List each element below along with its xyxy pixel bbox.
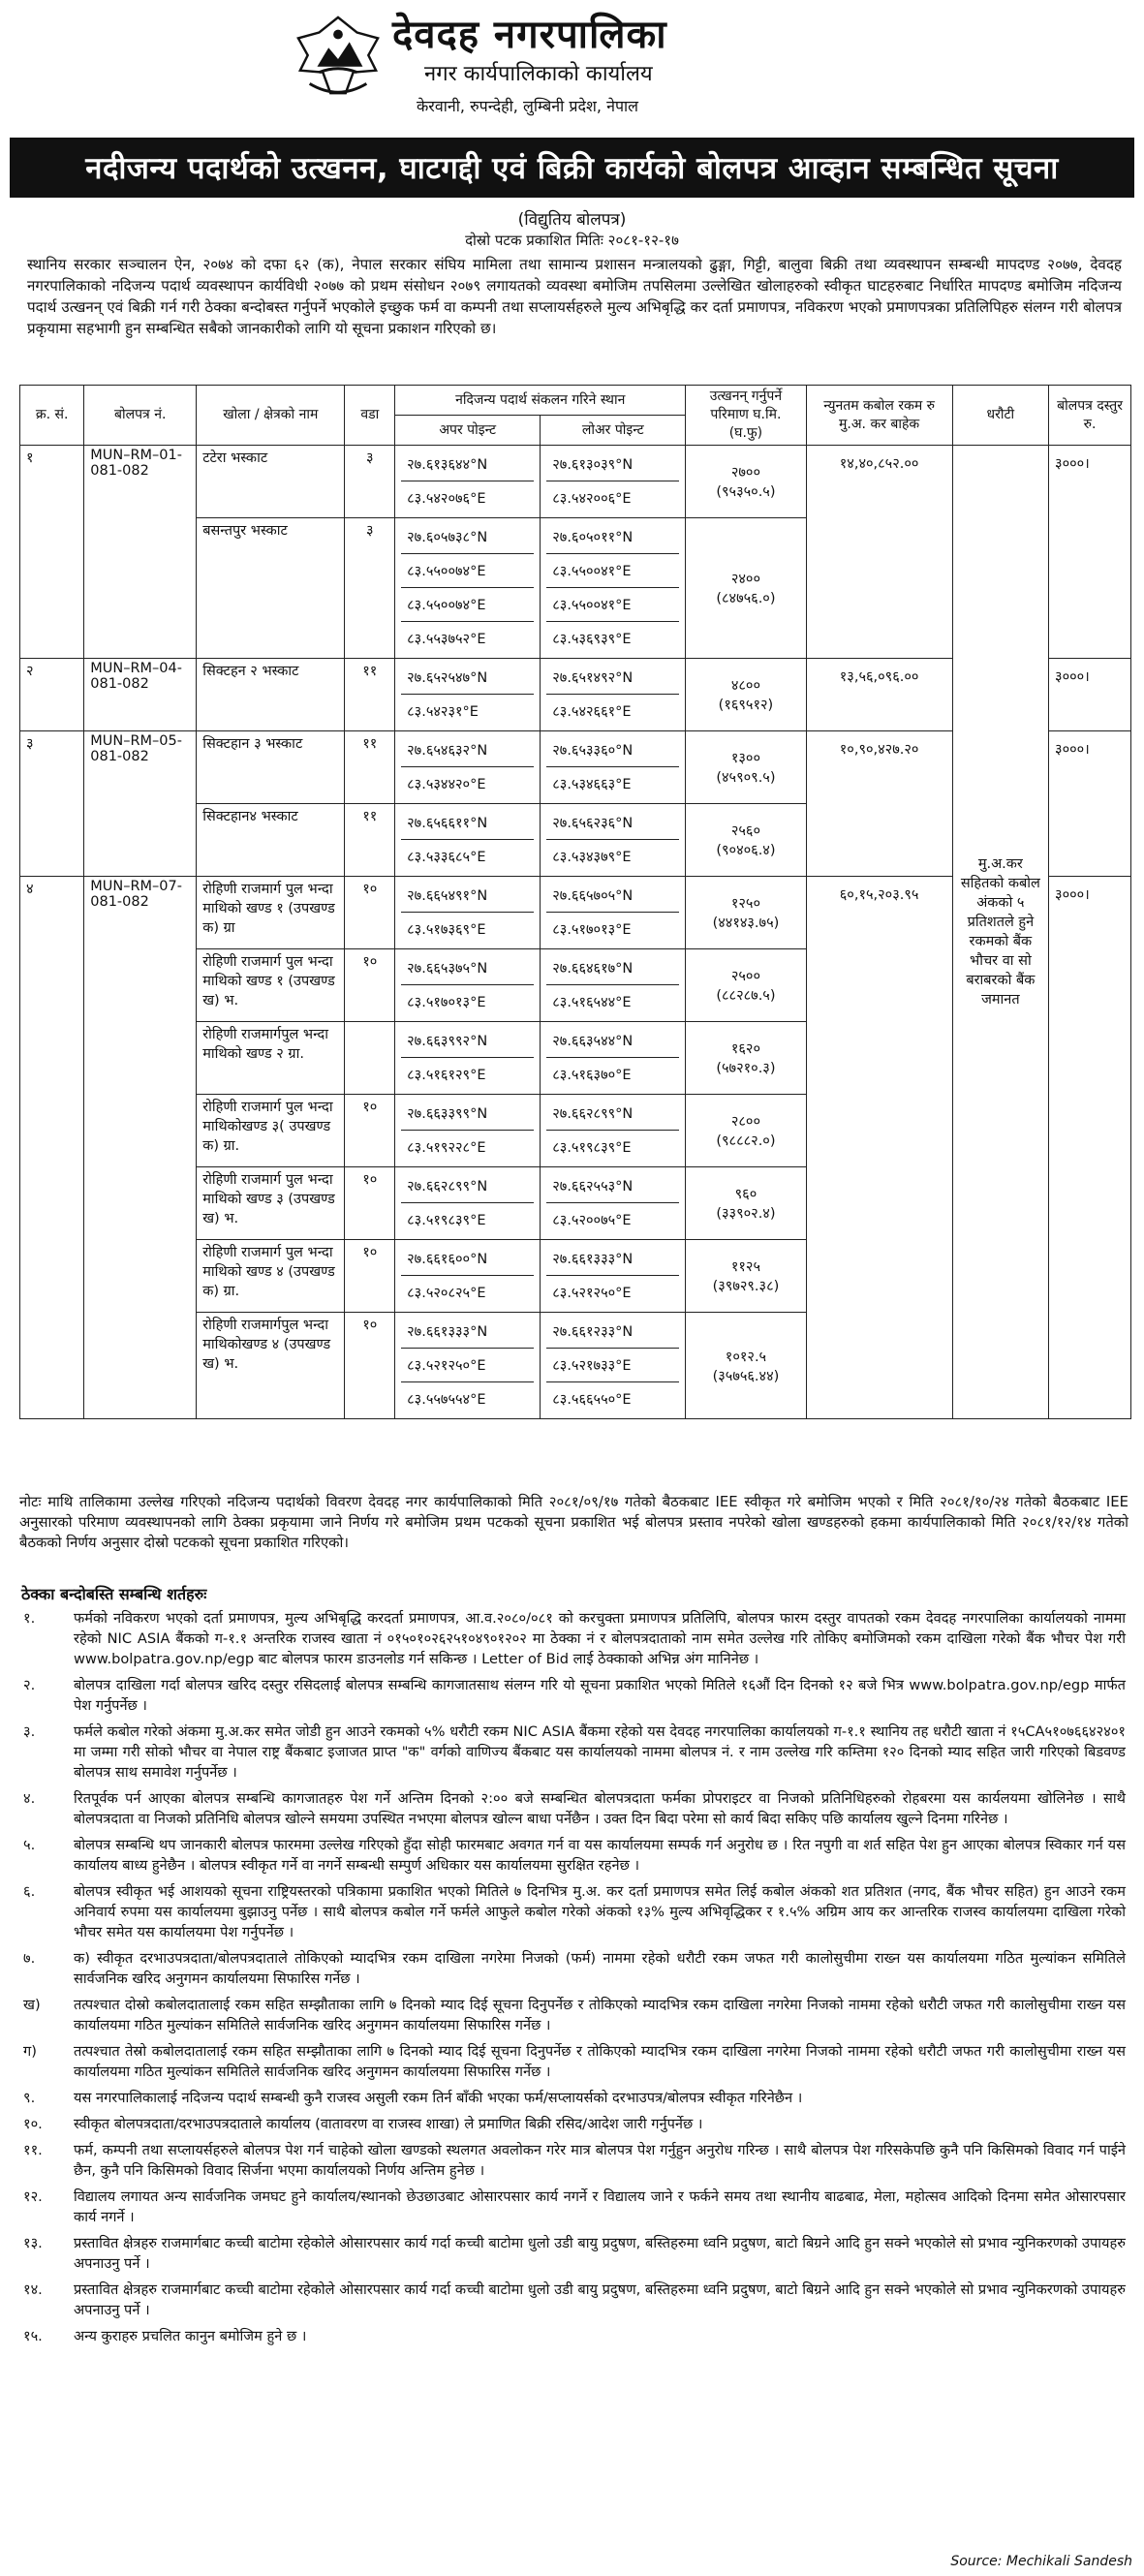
cell-ward: ११ [345, 804, 395, 877]
bid-table-body [20, 446, 1131, 1419]
term-text: रितपूर्वक पर्न आएका बोलपत्र सम्बन्धि कागजातहरु पेश गर्ने अन्तिम दिनको २:०० बजे सम्बन्धित बोलपत्रदाता फर्मका प्रोपराइटर वा निजको प्रतिनिधिहरुको रोहबरमा यस कार्यलयमा खोलिनेछ । साथै बोलपत्रदाता वा निजको प्रतिनिधि बोलपत्र खोल्ने समयमा उपस्थित नभएमा बोलपत्र खोल्न बाधा पर्नेछैन । उक्त दिन बिदा परेमा सो कार्य बिदा सकिए पछि कार्यालय खुल्ने दिनमा गरिनेछ । [74, 1790, 1126, 1827]
quantity-cft: (४५९०९.५) [716, 770, 776, 786]
cell-river: रोहिणी राजमार्ग पुल भन्दा माथिकोखण्ड ३( उपखण्ड क) ग्रा. [197, 1095, 345, 1167]
term-number: ७. [23, 1950, 36, 1967]
term-number: ३. [23, 1723, 36, 1740]
cell-upper-point [395, 518, 541, 659]
coordinate: ८३.५३३६८५°E [407, 850, 486, 865]
cell-fee: ३०००। [1049, 446, 1131, 659]
cell-upper-point [395, 731, 541, 804]
coordinate: ८३.५५७५५४°E [407, 1392, 486, 1408]
term-text: बोलपत्र सम्बन्धि थप जानकारी बोलपत्र फारममा उल्लेख गरिएको हुँदा सोही फारमबाट अवगत गर्न वा यस कार्यालयमा सम्पर्क गर्न अनुरोध छ । रित नपुगी वा शर्त सहित पेश हुन आएका बोलपत्र स्विकार गर्न यस कार्यालय बाध्य हुनेछैन । बोलपत्र स्वीकृत गर्ने वा नगर्ने सम्बन्धी सम्पुर्ण अधिकार यस कार्यालयमा सुरक्षित रहनेछ । [74, 1837, 1126, 1874]
term-text: तत्पश्चात तेस्रो कबोलदातालाई रकम सहित सम्झौताका लागि ७ दिनको म्याद दिई सूचना दिनुपर्नेछ र तोकिएको म्यादभित्र रकम दाखिला नगरेमा निजको नाममा रहेको धरौटी जफत गरी कालोसुचीमा राख्न यस कार्यालयमा गठित मुल्यांकन समितिले सार्वजनिक खरिद अनुगमन कार्यालयमा सिफारिस गर्नेछ । [74, 2043, 1126, 2080]
term-number: १०. [23, 2116, 43, 2132]
cell-ward: ३ [345, 446, 395, 518]
quantity-cft: (१६९५१२) [718, 698, 774, 713]
source-credit: Source: Mechikali Sandesh [950, 2554, 1132, 2569]
bid-table [19, 385, 1131, 1419]
term-number: ६. [23, 1883, 36, 1900]
cell-quantity [686, 518, 806, 659]
cell-ward [345, 1022, 395, 1095]
terms-heading: ठेक्का बन्दोबस्ति सम्बन्धि शर्तहरुः [21, 1585, 207, 1603]
bid-type: (विद्युतिय बोलपत्र) [517, 210, 627, 230]
coordinate: २७.६६१२३३°N [546, 1315, 679, 1349]
cell-sn: ३ [20, 731, 84, 877]
term-item [21, 2041, 1126, 2082]
second-publication-date: दोस्रो पटक प्रकाशित मितिः २०८१-१२-१७ [465, 232, 679, 249]
coordinate: ८३.५१९८३९°E [407, 1213, 486, 1228]
term-item [21, 1948, 1126, 1989]
coordinate: २७.६०५७३८°N [401, 520, 534, 554]
cell-quantity [686, 1313, 806, 1419]
cell-river: रोहिणी राजमार्ग पुल भन्दा माथिको खण्ड १ (उपखण्ड क) ग्रा [197, 877, 345, 949]
quantity-cft: (८८२८७.५) [716, 988, 776, 1004]
org-name: देवदह नगरपालिका [392, 13, 667, 57]
coordinate: २७.६६१३३३°N [546, 1242, 679, 1276]
coordinate: ८३.५१७३६९°E [407, 922, 486, 938]
coordinate: ८३.५१६३७०°E [552, 1068, 632, 1083]
cell-ward: १० [345, 1167, 395, 1240]
term-item [21, 1835, 1126, 1876]
coordinate: ८३.५५००४१°E [546, 588, 679, 622]
quantity-cum: १३०० [730, 751, 761, 766]
cell-quantity [686, 1240, 806, 1313]
coordinate: ८३.५१६५४४°E [552, 995, 632, 1010]
term-number: ११. [23, 2142, 43, 2158]
term-number: १२. [23, 2188, 43, 2205]
term-text: बोलपत्र स्वीकृत भई आशयको सूचना राष्ट्रियस्तरको पत्रिकामा प्रकाशित भएको मितिले ७ दिनभित्र मु.अ. कर दर्ता प्रमाणपत्र समेत लिई कबोल अंकको शत प्रतिशत (नगद, बैंक भौचर सहित) हुन आउने रकम अनिवार्य रुपमा यस कार्यालयमा बुझाउनु पर्नेछ । साथै बोलपत्र कबोल गर्ने फर्मले आफुले कबोल गरेको अंकको १३% मुल्य अभिवृद्धिकर र १.५% अग्रिम आय कर आन्तरिक राजस्व कार्यालयमा दाखिला गरेको भौचर समेत यस कार्यालयमा पेश गर्नुपर्नेछ । [74, 1883, 1126, 1940]
coordinate: ८३.५३४६६३°E [552, 777, 632, 792]
quantity-cft: (४४१४३.७५) [712, 916, 780, 931]
coordinate: ८३.५१७०१३°E [407, 995, 486, 1010]
cell-bid-no: MUN–RM–05-081-082 [84, 731, 197, 877]
header-lower-point: लोअर पोइन्ट [541, 416, 686, 446]
term-item [21, 2088, 1126, 2108]
term-number: ख) [23, 1997, 41, 2013]
term-item [21, 1608, 1126, 1669]
quantity-cft: (३५७५६.४४) [712, 1368, 780, 1384]
cell-fee: ३०००। [1049, 659, 1131, 731]
quantity-cft: (३३९०२.४) [716, 1206, 776, 1222]
header-deposit: धरौटी [952, 386, 1048, 446]
cell-ward: १० [345, 1313, 395, 1419]
cell-river: रोहिणी राजमार्गपुल भन्दा माथिकोखण्ड ४ (उपखण्ड ख) भ. [197, 1313, 345, 1419]
cell-min-bid: १४,४०,८५२.०० [806, 446, 952, 659]
coordinate: ८३.५१६१२९°E [407, 1068, 486, 1083]
cell-quantity [686, 877, 806, 949]
cell-upper-point [395, 877, 541, 949]
quantity-cum: २७०० [730, 465, 761, 481]
coordinate: २७.६५२५४७°N [401, 661, 534, 695]
term-number: १. [23, 1610, 36, 1627]
coordinate: २७.६६३३९९°N [401, 1097, 534, 1131]
cell-sn: १ [20, 446, 84, 659]
cell-sn: २ [20, 659, 84, 731]
coordinate: २७.६५६६११°N [401, 806, 534, 840]
term-text: फर्मको नविकरण भएको दर्ता प्रमाणपत्र, मुल्य अभिबृद्धि करदर्ता प्रमाणपत्र, आ.व.२०८०/०८१ को करचुक्ता प्रमाणपत्र प्रतिलिपि, बोलपत्र फारम दस्तुर वापतको रकम देवदह नगरपालिका कार्यालयको नाममा रहेको NIC ASIA बैंकको ग-१.१ अन्तरिक राजस्व खाता नं ०१५०१०२६२५१०४९०१२०२ मा ठेक्का नं र बोलपत्रदाताको नाम समेत उल्लेख गरि तोकिए बमोजिमको रकम दाखिला गरेको बैंक भौचर पेश गरी www.bolpatra.gov.np/egp बाट बोलपत्र फारम डाउनलोड गर्न सकिन्छ । Letter of Bid लाई ठेक्काको अभिन्न अंग मानिनेछ । [74, 1610, 1126, 1667]
term-text: फर्मले कबोल गरेको अंकमा मु.अ.कर समेत जोडी हुन आउने रकमको ५% धरौटी रकम NIC ASIA बैंकमा रहेको यस देवदह नगरपालिका कार्यालयको ग-१.१ स्थानिय तह धरौटी खाता नं १५CA५१०७६६४२४०१ मा जम्मा गरी सोको भौचर वा नेपाल राष्ट्र बैंकबाट इजाजत प्राप्त "क" वर्गको वाणिज्य बैंकबाट यस कार्यालयको नाममा बोलपत्र नं. र नाम उल्लेख गरि कम्तिमा १२० दिनको म्याद सहित जारी गरिएको बिडवण्ड बोलपत्र साथ समावेश गर्नुपर्नेछ । [74, 1723, 1126, 1781]
cell-upper-point [395, 804, 541, 877]
cell-ward: ११ [345, 659, 395, 731]
cell-river: रोहिणी राजमार्ग पुल भन्दा माथिको खण्ड ३ (उपखण्ड ख) भ. [197, 1167, 345, 1240]
cell-quantity [686, 804, 806, 877]
coordinate: २७.६५६२३६°N [546, 806, 679, 840]
cell-ward: ११ [345, 731, 395, 804]
cell-fee: ३०००। [1049, 731, 1131, 877]
cell-river: रोहिणी राजमार्ग पुल भन्दा माथिको खण्ड ४ (उपखण्ड क) ग्रा. [197, 1240, 345, 1313]
coordinate: ८३.५१९२२८°E [407, 1140, 486, 1156]
quantity-cft: (९०४०६.४) [716, 843, 776, 858]
cell-bid-no: MUN–RM–01-081-082 [84, 446, 197, 659]
term-text: अन्य कुराहरु प्रचलित कानुन बमोजिम हुने छ । [74, 2328, 307, 2344]
quantity-cum: २८०० [730, 1114, 761, 1130]
cell-ward: ३ [345, 518, 395, 659]
coordinate: ८३.५५३७५२°E [407, 632, 486, 647]
cell-river: सिक्टहान४ भस्काट [197, 804, 345, 877]
coordinate: ८३.५३४३७९°E [552, 850, 632, 865]
cell-ward: १० [345, 877, 395, 949]
coordinate: ८३.५२१२५०°E [401, 1349, 534, 1382]
cell-river: सिक्टहान ३ भस्काट [197, 731, 345, 804]
term-text: क) स्वीकृत दरभाउपत्रदाता/बोलपत्रदाताले तोकिएको म्यादभित्र रकम दाखिला नगरेमा निजको (फर्म) नाममा रहेको धरौटी रकम जफत गरी कालोसुचीमा राख्न यस कार्यालयमा गठित मुल्यांकन समितिले सार्वजनिक खरिद अनुगमन कार्यालयमा सिफारिस गर्नेछ । [74, 1950, 1126, 1987]
term-item [21, 2233, 1126, 2274]
cell-upper-point [395, 1095, 541, 1167]
term-number: ५. [23, 1837, 36, 1853]
cell-upper-point [395, 1240, 541, 1313]
coordinate: २७.६१३०३९°N [546, 448, 679, 481]
coordinate: ८३.५५००४१°E [546, 554, 679, 588]
coordinate: ८३.५६६५५०°E [552, 1392, 632, 1408]
term-item [21, 2326, 1126, 2346]
cell-lower-point [541, 949, 686, 1022]
term-number: ९. [23, 2090, 36, 2106]
quantity-cum: १६२० [730, 1041, 761, 1057]
coordinate: ८३.५३४४२०°E [407, 777, 486, 792]
quantity-cft: (८४७५६.०) [716, 591, 776, 606]
header-ward: वडा [345, 386, 395, 446]
coordinate: ८३.५२१७३३°E [546, 1349, 679, 1382]
coordinate: २७.६६१६००°N [401, 1242, 534, 1276]
cell-upper-point [395, 446, 541, 518]
coordinate: ८३.५४२६६१°E [552, 704, 632, 720]
cell-ward: १० [345, 1240, 395, 1313]
cell-river: रोहिणी राजमार्गपुल भन्दा माथिको खण्ड २ ग्रा. [197, 1022, 345, 1095]
quantity-cft: (९८८८२.०) [716, 1133, 776, 1149]
office-address: केरवानी, रुपन्देही, लुम्बिनी प्रदेश, नेपाल [417, 97, 639, 115]
coordinate: २७.६६५४९१°N [401, 879, 534, 913]
term-text: फर्म, कम्पनी तथा सप्लायर्सहरुले बोलपत्र पेश गर्न चाहेको खोला खण्डको स्थलगत अवलोकन गरेर मात्र बोलपत्र पेश गर्नुहुन अनुरोध गरिन्छ । साथै बोलपत्र पेश गरिसकेपछि कुनै पनि किसिमको विवाद गर्न पाईने छैन, कुनै पनि किसिमको विवाद सिर्जना भएमा कार्यालयको निर्णय अन्तिम हुनेछ । [74, 2142, 1126, 2179]
term-item [21, 1995, 1126, 2035]
cell-lower-point [541, 446, 686, 518]
cell-min-bid: १३,५६,०९६.०० [806, 659, 952, 731]
cell-deposit: मु.अ.कर सहितको कबोल अंकको ५ प्रतिशतले हुने रकमको बैंक भौचर वा सो बराबरको बैंक जमानत [952, 446, 1048, 1419]
cell-upper-point [395, 1167, 541, 1240]
header-min-bid: न्युनतम कबोल रकम रु मु.अ. कर बाहेक [806, 386, 952, 446]
coordinate: ८३.५४२३१°E [407, 704, 479, 720]
cell-sn: ४ [20, 877, 84, 1419]
coordinate: २७.६०५०११°N [546, 520, 679, 554]
coordinate: ८३.५४२०७६°E [407, 491, 486, 507]
coordinate: २७.६६१३३३°N [401, 1315, 534, 1349]
cell-river: रोहिणी राजमार्ग पुल भन्दा माथिको खण्ड १ (उपखण्ड ख) भ. [197, 949, 345, 1022]
cell-lower-point [541, 1095, 686, 1167]
cell-lower-point [541, 1022, 686, 1095]
coordinate: ८३.५१७०१३°E [552, 922, 632, 938]
header-bid-no: बोलपत्र नं. [84, 386, 197, 446]
quantity-cum: २५६० [730, 823, 761, 839]
cell-quantity [686, 1167, 806, 1240]
cell-ward: १० [345, 1095, 395, 1167]
cell-lower-point [541, 1313, 686, 1419]
coordinate: २७.६६२८९९°N [546, 1097, 679, 1131]
cell-upper-point [395, 1022, 541, 1095]
term-number: १५. [23, 2328, 43, 2344]
coordinate: ८३.५२१२५०°E [552, 1286, 632, 1301]
quantity-cum: ४८०० [730, 678, 761, 694]
coordinate: ८३.५३६९३९°E [552, 632, 632, 647]
cell-river: बसन्तपुर भस्काट [197, 518, 345, 659]
term-text: स्वीकृत बोलपत्रदाता/दरभाउपत्रदाताले कार्यालय (वातावरण वा राजस्व शाखा) ले प्रमाणित बिक्री रसिद/आदेश जारी गर्नुपर्नेछ । [74, 2116, 703, 2132]
term-item [21, 2187, 1126, 2227]
cell-ward: १० [345, 949, 395, 1022]
term-text: तत्पश्चात दोस्रो कबोलदातालाई रकम सहित सम्झौताका लागि ७ दिनको म्याद दिई सूचना दिनुपर्नेछ र तोकिएको म्यादभित्र रकम दाखिला नगरेमा निजको नाममा रहेको धरौटी जफत गरी कालोसुचीमा राख्न यस कार्यालयमा गठित मुल्यांकन समितिले सार्वजनिक खरिद अनुगमन कार्यालयमा सिफारिस गर्नेछ । [74, 1997, 1126, 2033]
cell-lower-point [541, 731, 686, 804]
term-number: ग) [23, 2043, 37, 2060]
quantity-cft: (३९७२९.३८) [712, 1279, 780, 1294]
cell-quantity [686, 446, 806, 518]
header-river: खोला / क्षेत्रको नाम [197, 386, 345, 446]
header-quantity: उत्खनन् गर्नुपर्ने परिमाण घ.मि. (घ.फु) [686, 386, 806, 446]
quantity-cum: ९६० [734, 1187, 758, 1202]
coordinate: ८३.५५००७४°E [401, 554, 534, 588]
cell-lower-point [541, 659, 686, 731]
office-name: नगर कार्यपालिकाको कार्यालय [424, 62, 653, 86]
cell-bid-no: MUN–RM–07-081-082 [84, 877, 197, 1419]
cell-upper-point [395, 1313, 541, 1419]
cell-fee: ३०००। [1049, 877, 1131, 1419]
cell-quantity [686, 949, 806, 1022]
cell-river: सिक्टहन २ भस्काट [197, 659, 345, 731]
term-item [21, 2114, 1126, 2134]
header-upper-point: अपर पोइन्ट [395, 416, 541, 446]
quantity-cum: २४०० [730, 572, 761, 587]
term-text: यस नगरपालिकालाई नदिजन्य पदार्थ सम्बन्धी कुनै राजस्व असुली रकम तिर्न बाँकी भएका फर्म/सप्लायर्सको दरभाउपत्र/बोलपत्र स्वीकृत गरिनेछैन । [74, 2090, 803, 2106]
cell-lower-point [541, 1240, 686, 1313]
cell-upper-point [395, 949, 541, 1022]
term-item [21, 1722, 1126, 1783]
coordinate: ८३.५१९८३९°E [552, 1140, 632, 1156]
term-text: बोलपत्र दाखिला गर्दा बोलपत्र खरिद दस्तुर रसिदलाई बोलपत्र सम्बन्धि कागजातसाथ संलग्न गरि यो सूचना प्रकाशित भएको मितिले १६औं दिन दिनको १२ बजे भित्र www.bolpatra.gov.np/egp मार्फत पेश गर्नुपर्नेछ । [74, 1677, 1126, 1714]
term-number: ४. [23, 1790, 36, 1807]
term-item [21, 1881, 1126, 1942]
coordinate: २७.६६५३७५°N [401, 951, 534, 985]
cell-quantity [686, 659, 806, 731]
term-number: २. [23, 1677, 36, 1693]
quantity-cft: (५७२१०.३) [716, 1061, 776, 1076]
header-sn: क्र. सं. [20, 386, 84, 446]
term-number: १३. [23, 2235, 43, 2251]
quantity-cum: २५०० [730, 969, 761, 984]
cell-quantity [686, 1095, 806, 1167]
header-location: नदिजन्य पदार्थ संकलन गरिने स्थान [395, 386, 686, 416]
intro-paragraph: स्थानिय सरकार सञ्चालन ऐन, २०७४ को दफा ६२ (क), नेपाल सरकार संघिय मामिला तथा सामान्य प्रशासन मन्त्रालयको ढुङ्गा, गिट्टी, बालुवा बिक्री तथा व्यवस्थापन सम्बन्धी मापदण्ड २०७७, देवदह नगरपालिकाको नदिजन्य पदार्थ व्यवस्थापन कार्यविधी २०७७ को प्रथम संसोधन २०७९ लगायतको व्यवस्था बमोजिम तपसिलमा उल्लेखित खोलाहरुको स्वीकृत घाटहरुबाट निर्धारित मापदण्ड बमोजिम नदिजन्य पदार्थ उत्खनन् एवं बिक्री गर्न गरी ठेक्का बन्दोबस्त गर्नुपर्ने भएकोले इच्छुक फर्म वा कम्पनी तथा सप्लायर्सहरुले मुल्य अभिबृद्धि कर दर्ता प्रमाणपत्र, नविकरण भएको प्रमाणपत्रका प्रतिलिपिहरु संलग्न गरी बोलपत्र प्रकृयामा सहभागी हुन सम्बन्धित सबैको जानकारीको लागि यो सूचना प्रकाशन गरिएको छ। [27, 256, 1122, 337]
cell-river: टटेरा भस्काट [197, 446, 345, 518]
coordinate: २७.६६५७०५°N [546, 879, 679, 913]
coordinate: २७.६६३९९२°N [401, 1024, 534, 1058]
coordinate: २७.६६३५४४°N [546, 1024, 679, 1058]
cell-min-bid: १०,९०,४२७.२० [806, 731, 952, 877]
term-text: प्रस्तावित क्षेत्रहरु राजमार्गबाट कच्ची बाटोमा रहेकोले ओसारपसार कार्य गर्दा कच्ची बाटोमा धुलो उडी बायु प्रदुषण, बस्तिहरुमा ध्वनि प्रदुषण, बाटो बिग्रने आदि हुन सक्ने भएकोले सो प्रभाव न्युनिकरणको उपायहरु अपनाउनु पर्ने । [74, 2281, 1126, 2318]
term-item [21, 1788, 1126, 1829]
cell-quantity [686, 731, 806, 804]
term-text: प्रस्तावित क्षेत्रहरु राजमार्गबाट कच्ची बाटोमा रहेकोले ओसारपसार कार्य गर्दा कच्ची बाटोमा धुलो उडी बायु प्रदुषण, बस्तिहरुमा ध्वनि प्रदुषण, बाटो बिग्रने आदि हुन सक्ने भएकोले सो प्रभाव न्युनिकरणको उपायहरु अपनाउनु पर्ने । [74, 2235, 1126, 2272]
cell-upper-point [395, 659, 541, 731]
cell-lower-point [541, 1167, 686, 1240]
quantity-cum: १२५० [730, 896, 761, 912]
quantity-cft: (९५३५०.५) [716, 484, 776, 500]
term-number: १४. [23, 2281, 43, 2298]
coordinate: २७.६५४६३२°N [401, 733, 534, 767]
cell-bid-no: MUN–RM–04-081-082 [84, 659, 197, 731]
cell-min-bid: ६०,१५,२०३.९५ [806, 877, 952, 1419]
term-item [21, 2280, 1126, 2320]
coordinate: ८३.५२००७५°E [552, 1213, 632, 1228]
coordinate: ८३.५५००७४°E [401, 588, 534, 622]
coordinate: २७.६१३६४४°N [401, 448, 534, 481]
term-item [21, 1675, 1126, 1716]
cell-quantity [686, 1022, 806, 1095]
coordinate: २७.६६२५५३°N [546, 1169, 679, 1203]
header-fee: बोलपत्र दस्तुर रु. [1049, 386, 1131, 446]
notice-banner: नदीजन्य पदार्थको उत्खनन, घाटगद्दी एवं बिक्री कार्यको बोलपत्र आव्हान सम्बन्धित सूचना [10, 138, 1134, 198]
quantity-cum: १०१२.५ [725, 1349, 767, 1365]
cell-lower-point [541, 804, 686, 877]
term-item [21, 2140, 1126, 2181]
coordinate: २७.६६४६१७°N [546, 951, 679, 985]
terms-list [21, 1608, 1126, 2352]
coordinate: २७.६५३३६०°N [546, 733, 679, 767]
coordinate: २७.६६२८९९°N [401, 1169, 534, 1203]
quantity-cum: ११२५ [730, 1259, 761, 1275]
term-text: विद्यालय लगायत अन्य सार्वजनिक जमघट हुने कार्यालय/स्थानको छेउछाउबाट ओसारपसार कार्य नगर्ने र विद्यालय जाने र फर्कने समय तथा स्थानीय बाढबाढ, मेला, महोत्सव आदिको दिनमा समेत ओसारपसार कार्य नगर्ने । [74, 2188, 1126, 2225]
government-emblem-icon [291, 14, 386, 101]
coordinate: ८३.५२०८२५°E [407, 1286, 486, 1301]
cell-lower-point [541, 518, 686, 659]
table-row [20, 446, 1131, 518]
coordinate: २७.६५१४९२°N [546, 661, 679, 695]
cell-lower-point [541, 877, 686, 949]
header [0, 0, 1144, 136]
note-paragraph: नोटः माथि तालिकामा उल्लेख गरिएको नदिजन्य पदार्थको विवरण देवदह नगर कार्यपालिकाको मिति २०८१/०९/१७ गतेको बैठकबाट IEE स्वीकृत गरे बमोजिम भएको र मिति २०८१/१०/२४ गतेको बैठकबाट IEE अनुसारको परिमाण व्यवस्थापनको लागि ठेक्का प्रकृयामा जाने निर्णय गरे बमोजिम प्रथम पटकको सूचना प्रकाशित भई बोलपत्र प्रस्ताव नपरेको खोला खण्डहरुको हकमा कार्यपालिकाको मिति २०८१/१२/१४ गतेको बैठकको निर्णय अनुसार दोस्रो पटकको सूचना प्रकाशित गरिएको। [19, 1494, 1129, 1551]
coordinate: ८३.५४२००६°E [552, 491, 632, 507]
